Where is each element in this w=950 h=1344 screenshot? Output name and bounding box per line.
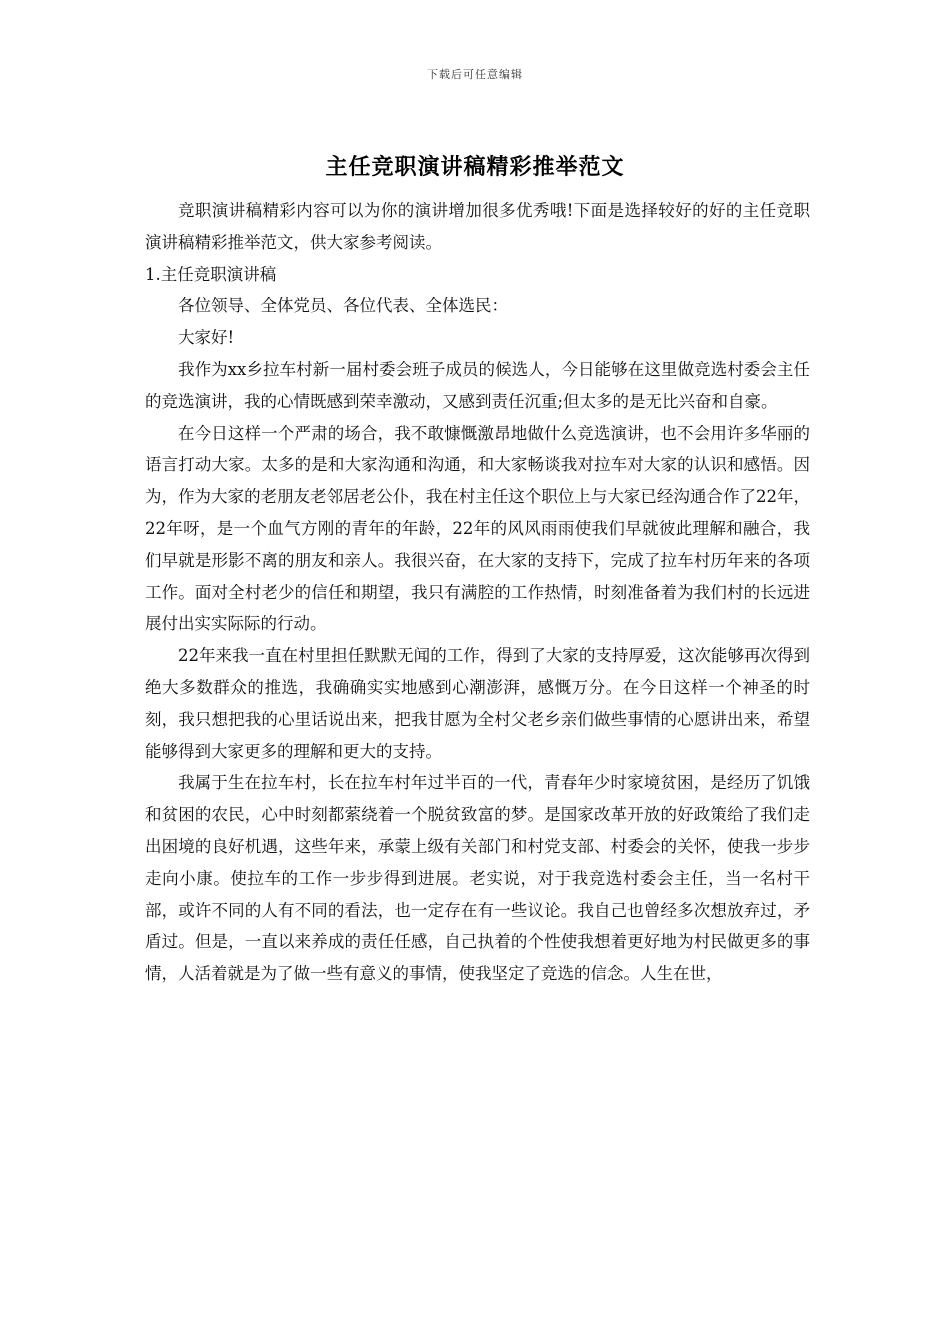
document-title: 主任竞职演讲稿精彩推举范文 bbox=[325, 154, 625, 180]
page-header-note: 下载后可任意编辑 bbox=[427, 68, 523, 81]
salutation: 各位领导、全体党员、各位代表、全体选民： bbox=[178, 296, 508, 316]
body-paragraph: 我属于生在拉车村，长在拉车村年过半百的一代，青春年少时家境贫困，是经历了饥饿和贫困的农民，心中时刻都萦绕着一个脱贫致富的梦。是国家改革开放的好政策给了我们走出困境的良好机遇，这些年来，承蒙上级有关部门和村党支部、村委会的关怀，使我一步步走向小康。使拉车的工作一步步得到进展。老实说，对于我竞选村委会主任，当一名村干部，或许不同的人有不同的看法，也一定存在有一些议论。我自己也曾经多次想放弃过，矛盾过。但是，一直以来养成的责任任感，自己执着的个性使我想着更好地为村民做更多的事情，人活着就是为了做一些有意义的事情，使我坚定了竞选的信念。人生在世， bbox=[145, 773, 810, 984]
body-paragraph: 我作为xx乡拉车村新一届村委会班子成员的候选人，今日能够在这里做竞选村委会主任的竞选演讲，我的心情既感到荣幸激动，又感到责任沉重;但太多的是无比兴奋和自豪。 bbox=[145, 359, 810, 411]
body-paragraph: 在今日这样一个严肃的场合，我不敢慷慨激昂地做什么竞选演讲，也不会用许多华丽的语言打动大家。太多的是和大家沟通和沟通，和大家畅谈我对拉车对大家的认识和感悟。因为，作为大家的老朋友老邻居老公仆，我在村主任这个职位上与大家已经沟通合作了22年，22年呀，是一个血气方刚的青年的年龄，22年的风风雨雨使我们早就彼此理解和融合，我们早就是形影不离的朋友和亲人。我很兴奋，在大家的支持下，完成了拉车村历年来的各项工作。面对全村老少的信任和期望，我只有满腔的工作热情，时刻准备着为我们村的长远进展付出实实际际的行动。 bbox=[145, 423, 810, 634]
intro-paragraph: 竞职演讲稿精彩内容可以为你的演讲增加很多优秀哦!下面是选择较好的好的主任竞职演讲稿精彩推举范文，供大家参考阅读。 bbox=[145, 201, 810, 252]
body-paragraph: 22年来我一直在村里担任默默无闻的工作，得到了大家的支持厚爱，这次能够再次得到绝大多数群众的推选，我确确实实地感到心潮澎湃，感慨万分。在今日这样一个神圣的时刻，我只想把我的心里话说出来，把我甘愿为全村父老乡亲们做些事情的心愿讲出来，希望能够得到大家更多的理解和更大的支持。 bbox=[145, 646, 810, 761]
greeting: 大家好! bbox=[178, 328, 235, 348]
document-body bbox=[145, 195, 810, 990]
section-heading: 1.主任竞职演讲稿 bbox=[145, 264, 277, 284]
